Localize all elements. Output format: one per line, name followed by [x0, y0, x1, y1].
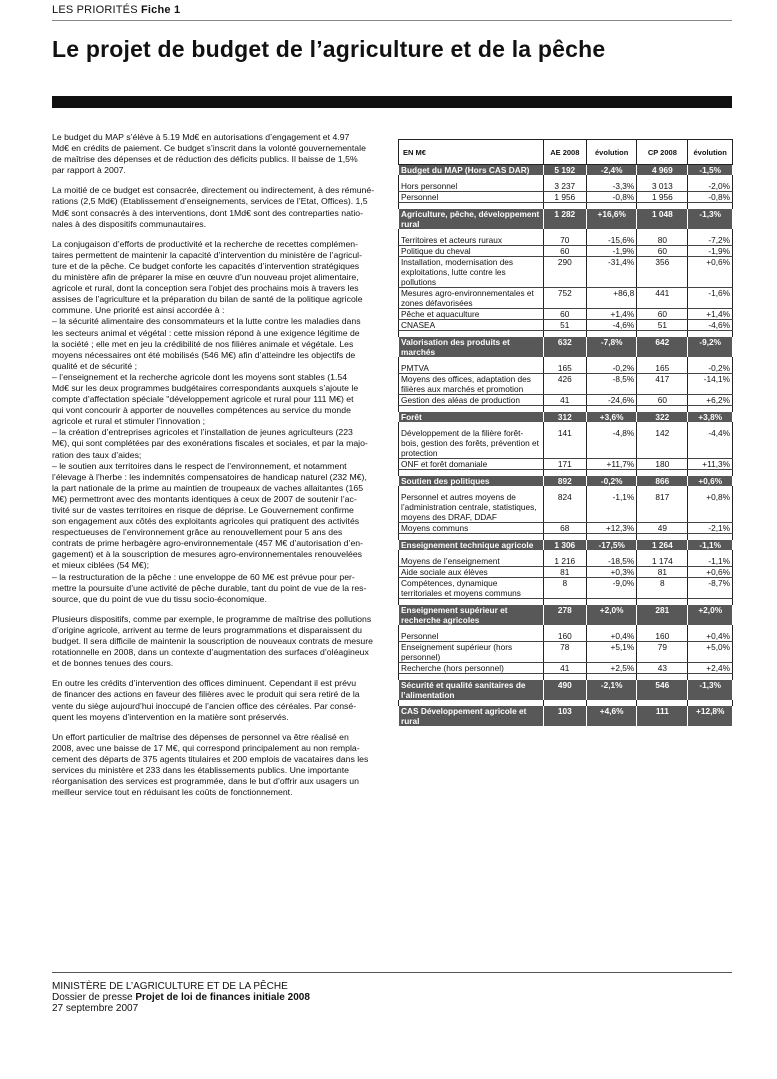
body-line: Md€ sur les deux programmes budgétaires correspondants auxquels s’ajoute le — [52, 382, 359, 393]
row-value: -9,2% — [688, 337, 733, 357]
table-row — [399, 288, 733, 309]
table-category-row — [399, 605, 733, 625]
row-value: +0,6% — [688, 257, 733, 288]
row-value: -1,1% — [587, 492, 637, 523]
row-value: -4,4% — [688, 428, 733, 459]
row-value: 1 956 — [543, 192, 587, 203]
body-paragraph — [52, 678, 385, 722]
row-value: 642 — [637, 337, 688, 357]
table-row — [399, 246, 733, 257]
body-line: la société ; elle met en jeu la crédibilité de nos filières animale et végétale. Les — [52, 338, 354, 349]
body-line: mettre la poursuite d’une activité de pêche durable, tant du point de vue de la res- — [52, 582, 367, 593]
body-line: et mieux ciblées (54 M€); — [52, 560, 150, 571]
table-row — [399, 578, 733, 599]
table-row — [399, 556, 733, 567]
body-line: Plusieurs dispositifs, comme par exemple, le programme de maîtrise des pollutions — [52, 613, 372, 624]
row-value: 60 — [637, 395, 688, 406]
row-value: -1,9% — [587, 246, 637, 257]
row-value: -14,1% — [688, 374, 733, 395]
row-label: CAS Développement agricole et rural — [399, 706, 544, 726]
row-value: -15,6% — [587, 235, 637, 246]
row-value: -0,2% — [587, 476, 637, 486]
row-value: 160 — [543, 631, 587, 642]
body-line: et de bonnes tenues des cours. — [52, 658, 174, 669]
row-value: -1,9% — [688, 246, 733, 257]
row-value: 142 — [637, 428, 688, 459]
row-label: Installation, modernisation des exploitations, lutte contre les pollutions — [399, 257, 544, 288]
row-value: -1,1% — [688, 556, 733, 567]
body-paragraph — [52, 732, 385, 799]
row-label: Valorisation des produits et marchés — [399, 337, 544, 357]
row-label: Pêche et aquaculture — [399, 309, 544, 320]
row-label: PMTVA — [399, 363, 544, 374]
table-category-row — [399, 540, 733, 550]
title-divider-bar — [52, 96, 732, 108]
body-line: M€) permettront avec des montants identiques à ceux de 2007 de soutenir l’ac- — [52, 493, 357, 504]
body-line: meilleur service tout en réduisant les coûts de fonctionnement. — [52, 787, 293, 798]
row-value: 171 — [543, 459, 587, 470]
body-line: rations (2,5 Md€) (Etablissement d’enseignements, services de l’Etat, Offices). 1,5 — [52, 196, 368, 207]
row-value: 180 — [637, 459, 688, 470]
row-value: 43 — [637, 663, 688, 674]
body-line: La conjugaison d’efforts de productivité et la recherche de recettes complémen- — [52, 238, 359, 249]
row-label: Forêt — [399, 412, 544, 422]
row-label: Compétences, dynamique territoriales et moyens communs — [399, 578, 544, 599]
row-value: 70 — [543, 235, 587, 246]
row-value: 111 — [637, 706, 688, 726]
body-line: moyens nécessaires ont été mobilisés (546 M€) afin d’atteindre les objectifs de — [52, 349, 356, 360]
row-label: Mesures agro-environnementales et zones défavorisées — [399, 288, 544, 309]
row-value: -2,0% — [688, 181, 733, 192]
row-value: -31,4% — [587, 257, 637, 288]
row-value: -2,4% — [587, 165, 637, 176]
row-value: +3,8% — [688, 412, 733, 422]
row-value: 892 — [543, 476, 587, 486]
table-row — [399, 257, 733, 288]
row-value: 1 956 — [637, 192, 688, 203]
row-value: +6,2% — [688, 395, 733, 406]
row-value: 312 — [543, 412, 587, 422]
row-value: 81 — [543, 567, 587, 578]
body-line: d’origine agricole, arrivent au terme de leurs programmations et disparaissent du — [52, 624, 363, 635]
table-row — [399, 492, 733, 523]
row-value: +16,6% — [587, 209, 637, 229]
row-value: 41 — [543, 395, 587, 406]
body-line: M€), qui sont complétées par des exonérations fiscales et sociales, et par la majo- — [52, 438, 368, 449]
row-label: Aide sociale aux élèves — [399, 567, 544, 578]
body-line: tivité sur de vastes territoires en risque de déprise. Le Gouvernement confirme — [52, 505, 354, 515]
row-label: Territoires et acteurs ruraux — [399, 235, 544, 246]
body-line: services du ministère et 233 dans les établissements publics. Une importante — [52, 764, 349, 775]
row-value: 417 — [637, 374, 688, 395]
body-line: budget. Il sera difficile de maintenir la souscription de nouveaux contrats de mesure — [52, 636, 373, 647]
body-paragraph — [52, 132, 385, 176]
row-label: Recherche (hors personnel) — [399, 663, 544, 674]
body-line: de financer des actions en faveur des filières avec le produit qui sera retiré de la — [52, 689, 360, 700]
row-value: -17,5% — [587, 540, 637, 550]
row-value: 322 — [637, 412, 688, 422]
row-label: Soutien des politiques — [399, 476, 544, 486]
row-label: Moyens des offices, adaptation des filières aux marchés et promotion — [399, 374, 544, 395]
body-line: assises de l’agriculture et la préparation du bilan de santé de la politique agricole — [52, 294, 363, 305]
row-value: 60 — [637, 246, 688, 257]
column-header: EN M€ — [399, 140, 544, 165]
column-header: CP 2008 — [637, 140, 688, 165]
body-line: Md€ sont consacrés à des interventions, dont 1Md€ sont des contreparties natio- — [52, 207, 363, 218]
row-value: -9,0% — [587, 578, 637, 599]
column-header: évolution — [587, 140, 637, 165]
row-value: -4,6% — [587, 320, 637, 331]
row-label: Politique du cheval — [399, 246, 544, 257]
row-value: +1,4% — [587, 309, 637, 320]
body-line: réorganisation des services est programmée, dans le but d’offrir aux usagers un — [52, 776, 359, 787]
table-row — [399, 567, 733, 578]
body-paragraph — [52, 185, 385, 229]
table-row — [399, 374, 733, 395]
row-label: Budget du MAP (Hors CAS DAR) — [399, 165, 544, 176]
row-value: +86,8 — [587, 288, 637, 309]
row-value: -0,8% — [587, 192, 637, 203]
body-line: agricole et rural, dont la conception sera l’objet des prochains mois à travers les — [52, 283, 359, 294]
table-category-row — [399, 412, 733, 422]
row-value: 78 — [543, 642, 587, 663]
row-value: 824 — [543, 492, 587, 523]
body-line: compte d’affectation spéciale "développement agricole et rural pour 111 M€) et — [52, 394, 354, 405]
budget-table — [398, 139, 733, 726]
row-value: 1 216 — [543, 556, 587, 567]
row-value: 3 013 — [637, 181, 688, 192]
row-value: 4 969 — [637, 165, 688, 176]
body-line: nales à des dispositifs communautaires. — [52, 218, 207, 229]
row-value: -1,6% — [688, 288, 733, 309]
page-header — [52, 4, 732, 21]
body-line: l’élevage à l’herbe : les indemnités compensatoires de handicap naturel (232 M€), — [52, 471, 367, 482]
body-text — [52, 132, 385, 807]
row-value: 160 — [637, 631, 688, 642]
row-value: +5,1% — [587, 642, 637, 663]
row-value: -2,1% — [688, 523, 733, 534]
row-value: 60 — [543, 246, 587, 257]
row-value: +4,6% — [587, 706, 637, 726]
row-value: 1 174 — [637, 556, 688, 567]
table-category-row — [399, 337, 733, 357]
row-value: -1,5% — [688, 165, 733, 176]
row-label: Hors personnel — [399, 181, 544, 192]
row-label: Gestion des aléas de production — [399, 395, 544, 406]
row-value: -7,8% — [587, 337, 637, 357]
row-value: 1 282 — [543, 209, 587, 229]
footer-dossier-prefix: Dossier de presse — [52, 992, 136, 1003]
table-row — [399, 459, 733, 470]
row-value: 278 — [543, 605, 587, 625]
body-line: agricole et rural et stimuler l’innovation ; — [52, 416, 206, 427]
table-row — [399, 395, 733, 406]
row-value: 356 — [637, 257, 688, 288]
row-value: 79 — [637, 642, 688, 663]
body-line: source, que du point de vue du tissu socio-économique. — [52, 593, 267, 604]
row-value: +1,4% — [688, 309, 733, 320]
row-label: Agriculture, pêche, développement rural — [399, 209, 544, 229]
body-line: vente du siège aujourd’hui inoccupé de l’ancien office des céréales. Par consé- — [52, 700, 357, 711]
row-value: 49 — [637, 523, 688, 534]
body-line: contrats de prime herbagère agro-environnementale (457 M€ d’autorisation d’en- — [52, 538, 363, 549]
body-line: Md€ en crédits de paiement. Ce budget s’inscrit dans la volonté gouvernementale — [52, 143, 366, 154]
table-header-row — [399, 140, 733, 165]
row-value: -0,2% — [587, 363, 637, 374]
row-value: -0,2% — [688, 363, 733, 374]
table-category-row — [399, 680, 733, 700]
row-value: 1 306 — [543, 540, 587, 550]
body-line: – la sécurité alimentaire des consommateurs et la lutte contre les maladies dans — [52, 316, 361, 327]
body-line: par rapport à 2007. — [52, 165, 126, 176]
row-label: Enseignement technique agricole — [399, 540, 544, 550]
row-value: +0,4% — [688, 631, 733, 642]
row-value: 51 — [637, 320, 688, 331]
row-label: Moyens communs — [399, 523, 544, 534]
body-line: ture et de la pêche. Ce budget conforte les capacités d’intervention stratégiques — [52, 260, 360, 271]
body-line: – la restructuration de la pêche : une enveloppe de 60 M€ est prévue pour per- — [52, 571, 355, 582]
row-value: 1 048 — [637, 209, 688, 229]
row-value: +5,0% — [688, 642, 733, 663]
row-value: +0,6% — [688, 567, 733, 578]
section-label: LES PRIORITÉS — [52, 4, 138, 16]
row-label: Personnel — [399, 631, 544, 642]
body-line: En outre les crédits d’intervention des offices diminuent. Cependant il est prévu — [52, 678, 357, 689]
row-value: 632 — [543, 337, 587, 357]
table-row — [399, 320, 733, 331]
row-value: +11,7% — [587, 459, 637, 470]
table-row — [399, 631, 733, 642]
table-row — [399, 235, 733, 246]
row-value: 290 — [543, 257, 587, 288]
footer-date: 27 septembre 2007 — [52, 1003, 139, 1014]
fiche-label: Fiche 1 — [141, 4, 181, 16]
body-line: 2008, avec une baisse de 17 M€, qui correspond principalement au non rempla- — [52, 742, 360, 753]
row-value: -4,8% — [587, 428, 637, 459]
body-line: qualité et de sécurité ; — [52, 360, 137, 371]
page-footer — [52, 972, 732, 1014]
table-row — [399, 363, 733, 374]
row-label: ONF et forêt domaniale — [399, 459, 544, 470]
row-value: -2,1% — [587, 680, 637, 700]
table-row — [399, 181, 733, 192]
body-line: quent les moyens d’intervention en la matière sont préservés. — [52, 711, 289, 722]
row-value: 281 — [637, 605, 688, 625]
row-value: 60 — [543, 309, 587, 320]
column-header: AE 2008 — [543, 140, 587, 165]
table-row — [399, 192, 733, 203]
body-paragraph — [52, 614, 385, 669]
row-value: 752 — [543, 288, 587, 309]
footer-dossier — [52, 992, 732, 1003]
body-line: Un effort particulier de maîtrise des dépenses de personnel va être réalisé en — [52, 731, 349, 742]
table-category-row — [399, 209, 733, 229]
row-value: +2,5% — [587, 663, 637, 674]
row-label: Moyens de l’enseignement — [399, 556, 544, 567]
page-title: Le projet de budget de l’agriculture et de la pêche — [52, 36, 606, 62]
row-value: 817 — [637, 492, 688, 523]
row-value: -8,7% — [688, 578, 733, 599]
table-category-row — [399, 476, 733, 486]
row-label: Enseignement supérieur (hors personnel) — [399, 642, 544, 663]
body-line: respectueuses de l’environnement grâce au renouvellement pour 5 ans des — [52, 527, 343, 538]
row-value: +0,4% — [587, 631, 637, 642]
body-line: les secteurs animal et végétal : cette mission répond à une exigence légitime de — [52, 327, 360, 338]
row-value: -1,1% — [688, 540, 733, 550]
row-value: 41 — [543, 663, 587, 674]
row-value: -3,3% — [587, 181, 637, 192]
body-line: ration des taux d’aides; — [52, 449, 142, 460]
row-value: +12,8% — [688, 706, 733, 726]
row-value: +3,6% — [587, 412, 637, 422]
row-value: 165 — [637, 363, 688, 374]
body-line: de maîtrise des dépenses et de réduction des déficits publics. Il baisse de 1,5% — [52, 154, 358, 165]
row-value: 8 — [543, 578, 587, 599]
row-value: 441 — [637, 288, 688, 309]
row-value: -18,5% — [587, 556, 637, 567]
row-value: -7,2% — [688, 235, 733, 246]
row-value: 490 — [543, 680, 587, 700]
row-value: 51 — [543, 320, 587, 331]
row-value: +12,3% — [587, 523, 637, 534]
row-value: 426 — [543, 374, 587, 395]
row-value: 5 192 — [543, 165, 587, 176]
row-value: +11,3% — [688, 459, 733, 470]
table-row — [399, 309, 733, 320]
row-value: 103 — [543, 706, 587, 726]
row-value: -4,6% — [688, 320, 733, 331]
body-line: cement des départs de 375 agents titulaires et 200 emplois de vacataires dans les — [52, 753, 369, 764]
body-line: taires permettent de maintenir la capacité d’intervention du ministère de l’agricul- — [52, 249, 363, 260]
row-value: -0,8% — [688, 192, 733, 203]
row-value: 1 264 — [637, 540, 688, 550]
row-value: -1,3% — [688, 680, 733, 700]
row-value: 3 237 — [543, 181, 587, 192]
row-value: 866 — [637, 476, 688, 486]
body-line: la part nationale de la prime au maintien de troupeaux de vaches allaitantes (165 — [52, 482, 364, 493]
table-row — [399, 663, 733, 674]
row-value: -8,5% — [587, 374, 637, 395]
row-value: +0,8% — [688, 492, 733, 523]
footer-dossier-title: Projet de loi de finances initiale 2008 — [135, 992, 310, 1003]
body-line: rotationnelle en 2008, dans un contexte d’augmentation des surfaces d’oléagineux — [52, 647, 369, 658]
body-line: – le soutien aux territoires dans le respect de l’environnement, et notamment — [52, 460, 347, 471]
footer-ministry: MINISTÈRE DE L’AGRICULTURE ET DE LA PÊCHE — [52, 981, 288, 992]
row-label: Développement de la filière forêt-bois, gestion des forêts, prévention et protection — [399, 428, 544, 459]
row-value: 60 — [637, 309, 688, 320]
body-line: gagement) et à la souscription de mesures agro-environnementales renouvelées — [52, 549, 363, 560]
row-value: +0,6% — [688, 476, 733, 486]
row-value: +2,0% — [587, 605, 637, 625]
row-label: Enseignement supérieur et recherche agricoles — [399, 605, 544, 625]
row-value: +2,0% — [688, 605, 733, 625]
table-category-row — [399, 706, 733, 726]
row-label: CNASEA — [399, 320, 544, 331]
row-value: -1,3% — [688, 209, 733, 229]
column-header: évolution — [688, 140, 733, 165]
row-value: 81 — [637, 567, 688, 578]
body-line: qui vont concourir à apporter de nouvelles compétences au service du monde — [52, 405, 351, 416]
table-row — [399, 642, 733, 663]
row-label: Personnel et autres moyens de l’administration centrale, statistiques, moyens des DRAF, DDAF — [399, 492, 544, 523]
body-line: son engagement aux côtés des exploitants agricoles qui pratiquent des activités — [52, 516, 360, 527]
row-value: 8 — [637, 578, 688, 599]
body-line: commune. Une priorité est ainsi accordée à : — [52, 305, 225, 316]
row-value: 141 — [543, 428, 587, 459]
row-value: 80 — [637, 235, 688, 246]
body-paragraph — [52, 239, 385, 605]
row-value: +2,4% — [688, 663, 733, 674]
row-value: 165 — [543, 363, 587, 374]
row-label: Personnel — [399, 192, 544, 203]
table-category-row — [399, 165, 733, 176]
body-line: – l’enseignement et la recherche agricole dont les moyens sont stables (1.54 — [52, 371, 348, 382]
body-line: Le budget du MAP s’élève à 5.19 Md€ en autorisations d’engagement et 4.97 — [52, 132, 350, 142]
row-value: -24,6% — [587, 395, 637, 406]
table-row — [399, 428, 733, 459]
body-line: La moitié de ce budget est consacrée, directement ou indirectement, à des rémuné- — [52, 185, 375, 196]
body-line: – la création d’entreprises agricoles et l’installation de jeunes agriculteurs (223 — [52, 427, 353, 438]
table-row — [399, 523, 733, 534]
row-value: 546 — [637, 680, 688, 700]
body-line: du ministère afin de préparer la mise en œuvre d’un nouveau projet alimentaire, — [52, 272, 359, 283]
row-value: +0,3% — [587, 567, 637, 578]
row-value: 68 — [543, 523, 587, 534]
row-label: Sécurité et qualité sanitaires de l’alimentation — [399, 680, 544, 700]
